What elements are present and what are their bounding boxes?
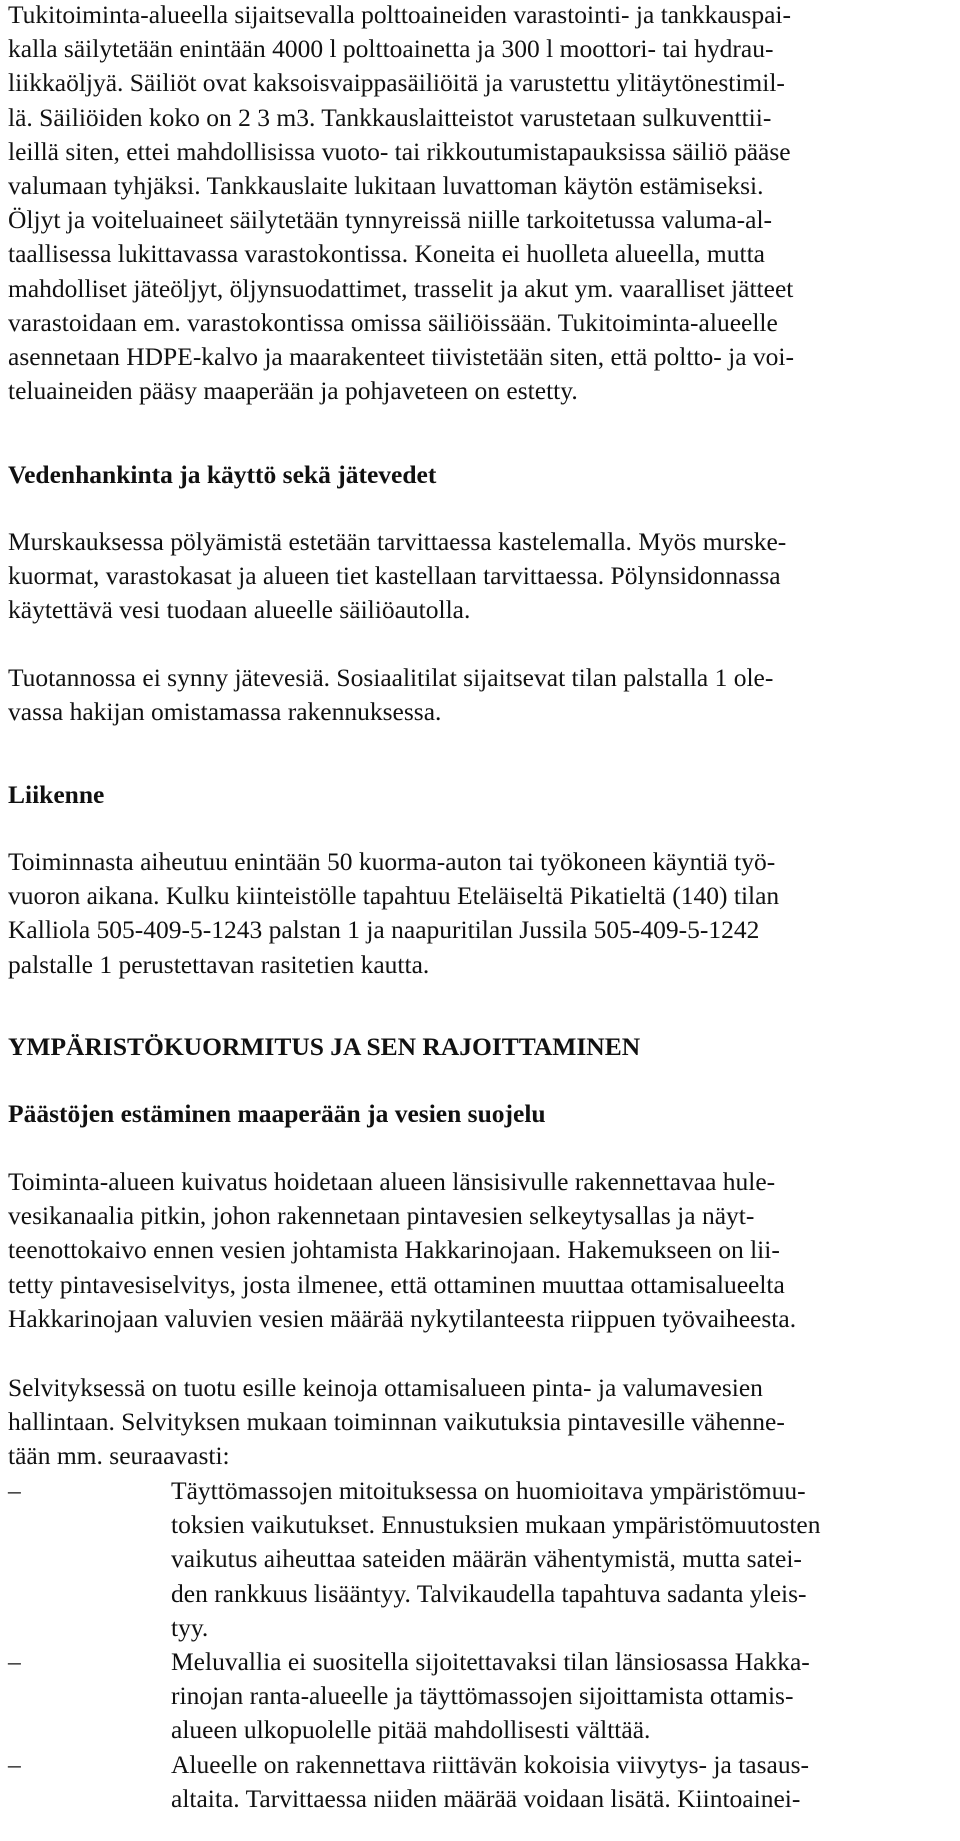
paragraph-dust-control <box>8 525 953 628</box>
text-line: toksien vaikutukset. Ennustuksien mukaan ympäristömuutosten <box>171 1510 821 1540</box>
text-line: Täyttömassojen mitoituksessa on huomioitava ympäristömuu- <box>171 1476 806 1505</box>
text-line: varastoidaan em. varastokontissa omissa säiliöissään. Tukitoiminta-alueelle <box>8 307 778 337</box>
text-line: asennetaan HDPE-kalvo ja maarakenteet tiivistetään siten, että poltto- ja voi- <box>8 341 794 371</box>
text-line: kalla säilytetään enintään 4000 l polttoainetta ja 300 l moottori- tai hydrau- <box>8 34 774 64</box>
text-line: Tuotannossa ei synny jätevesiä. Sosiaalitilat sijaitsevat tilan palstalla 1 ole- <box>8 663 774 692</box>
text-line: valumaan tyhjäksi. Tankkauslaite lukitaan luvattoman käytön estämiseksi. <box>8 170 764 200</box>
text-line: mahdolliset jäteöljyt, öljynsuodattimet, trasselit ja akut ym. vaaralliset jätteet <box>8 273 794 303</box>
text-line: Tukitoiminta-alueella sijaitsevalla polttoaineiden varastointi- ja tankkauspai- <box>8 0 791 29</box>
text-line: altaita. Tarvittaessa niiden määrää voidaan lisätä. Kiintoainei- <box>171 1783 801 1813</box>
list-item-text <box>171 1474 953 1645</box>
text-line: vassa hakijan omistamassa rakennuksessa. <box>8 697 442 727</box>
text-line: taallisessa lukittavassa varastokontissa. Koneita ei huolleta alueella, mutta <box>8 239 765 269</box>
text-line: alueen ulkopuolelle pitää mahdollisesti välttää. <box>171 1715 651 1745</box>
text-line: Selvityksessä on tuotu esille keinoja ottamisalueen pinta- ja valumavesien <box>8 1373 763 1402</box>
text-line: tyy. <box>171 1612 209 1642</box>
text-line: vesikanaalia pitkin, johon rakennetaan pintavesien selkeytysallas ja näyt- <box>8 1201 755 1231</box>
text-line: Hakkarinojaan valuvien vesien määrää nykytilanteesta riippuen työvaiheesta. <box>8 1303 797 1333</box>
list-item <box>8 1645 953 1748</box>
text-line: vaikutus aiheuttaa sateiden määrän vähentymistä, mutta satei- <box>171 1544 802 1574</box>
paragraph-survey <box>8 1371 953 1474</box>
text-line: vuoron aikana. Kulku kiinteistölle tapahtuu Eteläiseltä Pikatieltä (140) tilan <box>8 881 780 911</box>
paragraph-drainage <box>8 1165 953 1336</box>
text-line: käytettävä vesi tuodaan alueelle säiliöautolla. <box>8 595 471 625</box>
text-line: leillä siten, ettei mahdollisissa vuoto- tai rikkoutumistapauksissa säiliö pääse <box>8 136 791 166</box>
dash-bullet: – <box>8 1646 21 1676</box>
dash-bullet: – <box>8 1476 21 1505</box>
text-line: den rankkuus lisääntyy. Talvikaudella tapahtuva sadanta yleis- <box>171 1578 807 1608</box>
text-line: Toiminta-alueen kuivatus hoidetaan alueen länsisivulle rakennettavaa hule- <box>8 1167 776 1196</box>
section-heading-environmental-load: YMPÄRISTÖKUORMITUS JA SEN RAJOITTAMINEN <box>8 1032 641 1061</box>
text-line: rinojan ranta-alueelle ja täyttömassojen sijoittamista ottamis- <box>171 1681 794 1711</box>
text-line: tetty pintavesiselvitys, josta ilmenee, että ottaminen muuttaa ottamisalueelta <box>8 1269 785 1299</box>
text-line: hallintaan. Selvityksen mukaan toiminnan vaikutuksia pintavesille vähenne- <box>8 1407 785 1437</box>
text-line: lä. Säiliöiden koko on 2 3 m3. Tankkauslaitteistot varustetaan sulkuventtii- <box>8 102 772 132</box>
subsection-heading-emissions: Päästöjen estäminen maaperään ja vesien suojelu <box>8 1099 546 1128</box>
paragraph-fuel-storage <box>8 0 953 408</box>
paragraph-traffic <box>8 845 953 982</box>
list-item-text <box>171 1645 953 1748</box>
text-line: Meluvallia ei suositella sijoitettavaksi tilan länsiosassa Hakka- <box>171 1646 810 1676</box>
text-line: palstalle 1 perustettavan rasitetien kautta. <box>8 949 430 979</box>
text-line: Öljyt ja voiteluaineet säilytetään tynnyreissä niille tarkoitetussa valuma-al- <box>8 205 773 235</box>
section-heading-traffic: Liikenne <box>8 780 105 809</box>
text-line: kuormat, varastokasat ja alueen tiet kastellaan tarvittaessa. Pölynsidonnassa <box>8 561 781 591</box>
paragraph-wastewater <box>8 661 953 729</box>
text-line: Murskauksessa pölyämistä estetään tarvittaessa kastelemalla. Myös murske- <box>8 527 787 556</box>
bullet-list <box>8 1474 953 1816</box>
section-heading-water: Vedenhankinta ja käyttö sekä jätevedet <box>8 460 437 489</box>
list-item <box>8 1748 953 1816</box>
dash-bullet: – <box>8 1749 21 1779</box>
list-item-text <box>171 1748 953 1816</box>
text-line: Toiminnasta aiheutuu enintään 50 kuorma-auton tai työkoneen käyntiä työ- <box>8 847 776 876</box>
text-line: tään mm. seuraavasti: <box>8 1441 230 1471</box>
text-line: liikkaöljyä. Säiliöt ovat kaksoisvaippasäiliöitä ja varustettu ylitäytönestimil- <box>8 68 785 98</box>
text-line: Kalliola 505-409-5-1243 palstan 1 ja naapuritilan Jussila 505-409-5-1242 <box>8 915 760 945</box>
text-line: Alueelle on rakennettava riittävän kokoisia viivytys- ja tasaus- <box>171 1749 810 1779</box>
text-line: teenottokaivo ennen vesien johtamista Hakkarinojaan. Hakemukseen on lii- <box>8 1235 780 1265</box>
text-line: teluaineiden pääsy maaperään ja pohjaveteen on estetty. <box>8 376 578 406</box>
list-item <box>8 1474 953 1645</box>
